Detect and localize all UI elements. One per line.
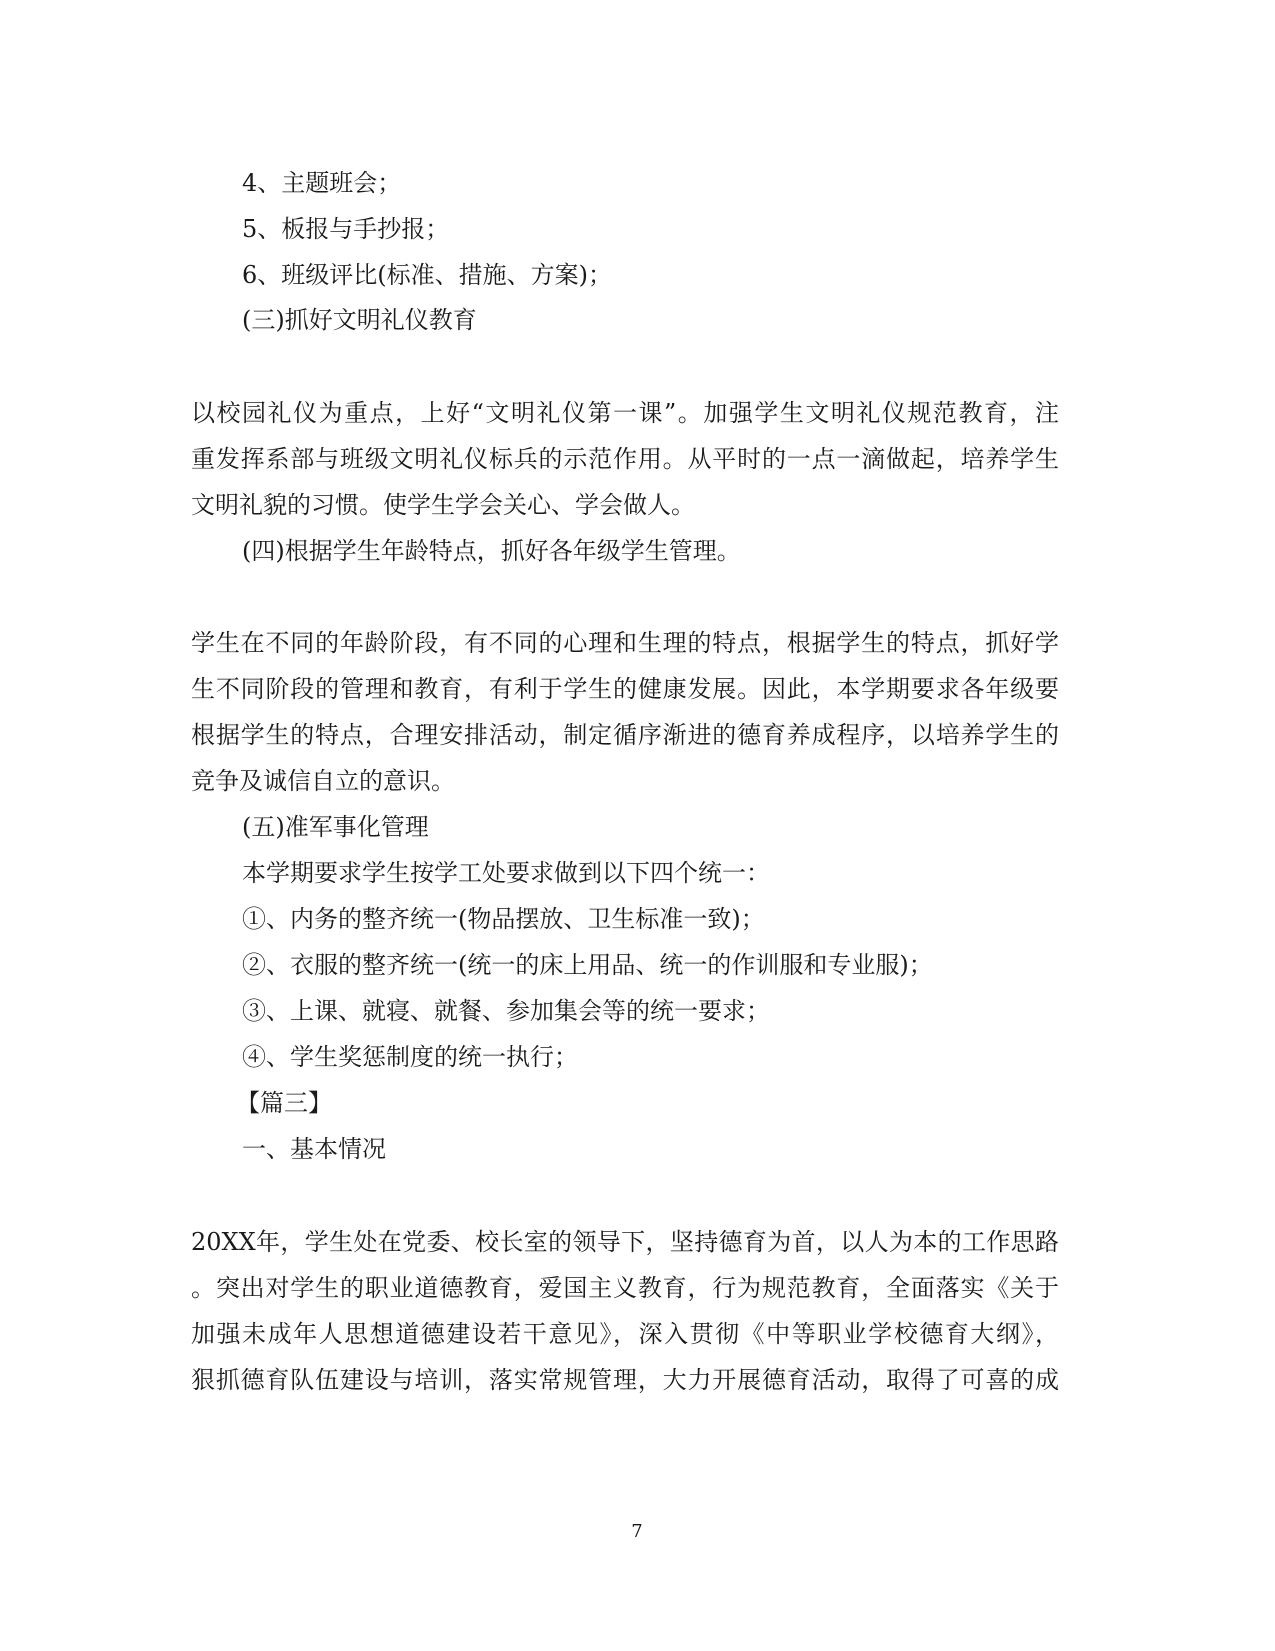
section-heading-basic-situation: 一、基本情况 (242, 1135, 386, 1163)
list-item-blackboard-newspaper: 5、板报与手抄报； (242, 215, 450, 243)
paragraph-line: 文明礼貌的习惯。使学生学会关心、学会做人。 (191, 491, 695, 519)
paragraph-line: 。突出对学生的职业道德教育，爱国主义教育，行为规范教育，全面落实《关于 (191, 1274, 1059, 1302)
paragraph-line: 生不同阶段的管理和教育，有利于学生的健康发展。因此，本学期要求各年级要 (191, 675, 1059, 703)
section-heading-etiquette: (三)抓好文明礼仪教育 (242, 306, 477, 334)
list-item-class-evaluation: 6、班级评比(标准、措施、方案)； (242, 261, 612, 289)
paragraph-line: 狠抓德育队伍建设与培训，落实常规管理，大力开展德育活动，取得了可喜的成 (191, 1366, 1059, 1394)
list-item-rewards: ④、学生奖惩制度的统一执行； (242, 1043, 578, 1071)
paragraph-line: 加强未成年人思想道德建设若干意见》，深入贯彻《中等职业学校德育大纲》， (191, 1320, 1059, 1348)
paragraph-line: 20XX年，学生处在党委、校长室的领导下，坚持德育为首，以人为本的工作思路 (191, 1228, 1059, 1256)
paragraph-line: 竞争及诚信自立的意识。 (191, 767, 455, 795)
list-item-dormitory: ①、内务的整齐统一(物品摆放、卫生标准一致)； (242, 905, 765, 933)
paragraph-line: 学生在不同的年龄阶段，有不同的心理和生理的特点，根据学生的特点，抓好学 (191, 629, 1059, 657)
section-heading-military-management: (五)准军事化管理 (242, 813, 429, 841)
paragraph-line: 本学期要求学生按学工处要求做到以下四个统一： (242, 859, 770, 887)
list-item-class-meeting: 4、主题班会； (242, 169, 402, 197)
paragraph-line: 根据学生的特点，合理安排活动，制定循序渐进的德育养成程序，以培养学生的 (191, 721, 1059, 749)
list-item-clothing: ②、衣服的整齐统一(统一的床上用品、统一的作训服和专业服)； (242, 951, 933, 979)
section-heading-age-management: (四)根据学生年龄特点，抓好各年级学生管理。 (242, 537, 741, 565)
paragraph-line: 以校园礼仪为重点，上好“文明礼仪第一课”。加强学生文明礼仪规范教育，注 (191, 399, 1059, 427)
list-item-schedule: ③、上课、就寝、就餐、参加集会等的统一要求； (242, 997, 770, 1025)
page-number: 7 (631, 1521, 643, 1542)
paragraph-line: 重发挥系部与班级文明礼仪标兵的示范作用。从平时的一点一滴做起，培养学生 (191, 445, 1059, 473)
chapter-heading: 【篇三】 (236, 1089, 332, 1117)
